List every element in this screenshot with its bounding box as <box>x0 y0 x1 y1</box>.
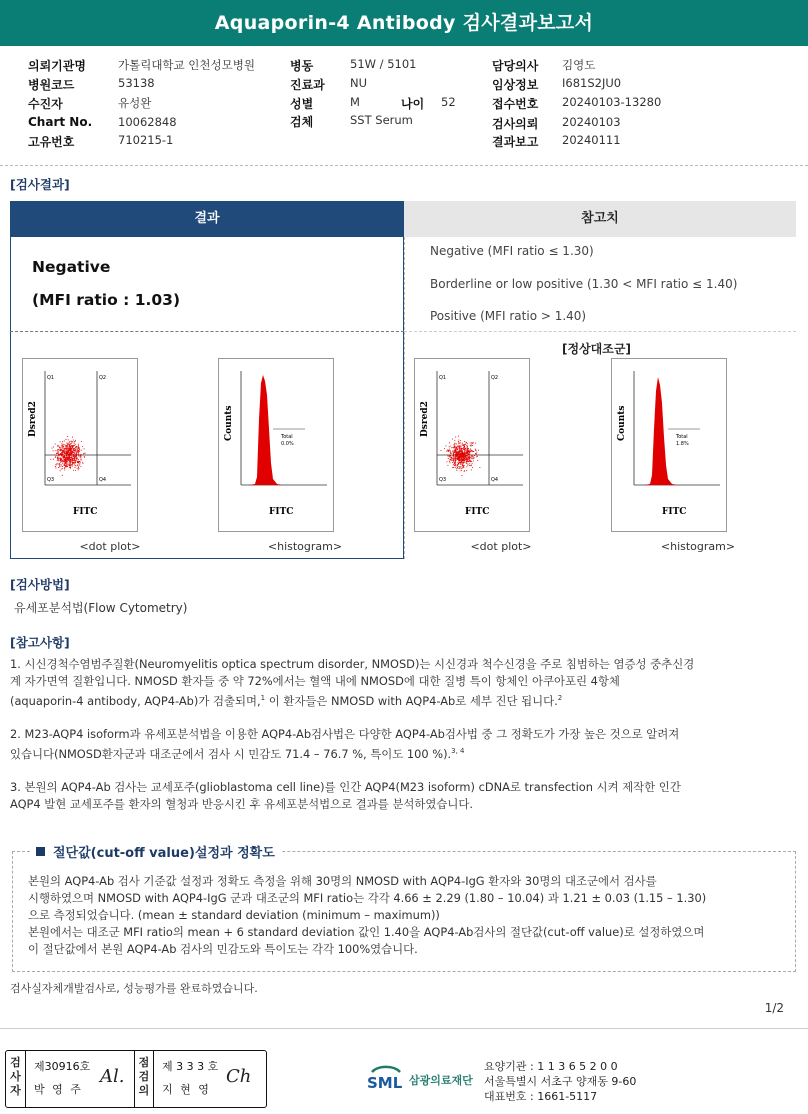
reference-positive: Positive (MFI ratio > 1.40) <box>430 309 587 323</box>
id-value: 710215-1 <box>118 133 174 147</box>
note-line <box>10 743 798 763</box>
x-axis-label: FITC <box>269 507 294 517</box>
doctor-value: 김영도 <box>562 58 596 72</box>
divider <box>404 237 405 559</box>
reviewer-license: 제 3 3 3 호 <box>162 1060 219 1073</box>
citation: 1 <box>260 694 266 702</box>
result-ratio: (MFI ratio : 1.03) <box>32 291 181 309</box>
org-name: 삼광의료재단 <box>409 1074 473 1087</box>
patient-info <box>0 54 808 154</box>
dept-value: NU <box>350 76 368 90</box>
control-group-label: [정상대조군] <box>562 342 631 356</box>
tester-license: 제30916호 <box>34 1060 91 1073</box>
quadrant-label: Q2 <box>491 375 499 381</box>
receipt-value: 20240103-13280 <box>562 95 662 109</box>
note-line: 계 자가면역 질환입니다. NMOSD 환자들 중 약 72%에서는 혈액 내에 NMOSD에 대한 질병 특이 항체인 아쿠아포린 4항체 <box>10 674 620 688</box>
histogram-caption: <histogram> <box>267 540 343 553</box>
note-text: 있습니다(NMOSD환자군과 대조군에서 검사 시 민감도 71.4 – 76.7 %, 특이도 100 %). <box>10 746 452 761</box>
note-line: 1. 시신경척수염범주질환(Neuromyelitis optica spectrum disorder, NMOSD)는 시신경과 척수신경을 주로 침범하는 염증성 중추신경 <box>10 657 695 671</box>
ward-label: 병동 <box>290 59 314 73</box>
report-date-label: 결과보고 <box>492 135 539 149</box>
histogram-peak <box>644 377 678 485</box>
quadrant-label: Q4 <box>99 477 107 483</box>
reference-header: 참고치 <box>404 201 796 237</box>
quadrant-label: Q2 <box>99 375 107 381</box>
method-section-title: [검사방법] <box>10 577 70 592</box>
org-code: 요양기관 : 1 1 3 6 5 2 0 0 <box>484 1060 618 1073</box>
result-section-title: [검사결과] <box>10 177 70 192</box>
note-line <box>10 690 798 710</box>
report-title: Aquaporin-4 Antibody 검사결과보고서 <box>0 0 808 46</box>
chart-label: Chart No. <box>28 115 93 129</box>
dot-cluster <box>441 436 481 476</box>
footnote: 검사실자체개발검사로, 성능평가를 완료하였습니다. <box>10 982 258 995</box>
dot-plot-caption: <dot plot> <box>470 540 532 553</box>
divider <box>0 1028 808 1029</box>
dept-label: 진료과 <box>290 78 325 92</box>
total-percent: 1.8% <box>676 441 689 447</box>
total-label: Total <box>676 434 688 440</box>
id-label: 고유번호 <box>28 135 75 149</box>
patient-dot-plot <box>22 358 138 532</box>
square-bullet-icon <box>36 847 45 856</box>
divider <box>404 331 796 332</box>
sex-value: M <box>350 95 360 109</box>
total-percent: 0.0% <box>281 441 294 447</box>
x-axis-label: FITC <box>73 507 98 517</box>
specimen-label: 검체 <box>290 115 314 129</box>
org-address: 서울특별시 서초구 양재동 9-60 <box>484 1075 637 1088</box>
citation: 2 <box>557 694 563 702</box>
control-dot-plot <box>414 358 530 532</box>
chart-value: 10062848 <box>118 115 177 129</box>
report-date-value: 20240111 <box>562 133 621 147</box>
cutoff-line: 이 절단값에서 본원 AQP4-Ab 검사의 민감도와 특이도는 각각 100%였습니다. <box>28 942 418 956</box>
reviewer-name: 지 현 영 <box>162 1083 211 1096</box>
note-line: 3. 본원의 AQP4-Ab 검사는 교세포주(glioblastoma cell line)를 인간 AQP4(M23 isoform) cDNA로 transfection 시켜 제작한 인간 <box>10 780 681 794</box>
request-label: 검사의뢰 <box>492 117 539 131</box>
y-axis-label: Dsred2 <box>28 401 38 437</box>
logo-text: SML <box>367 1074 403 1092</box>
tester-label-text: 검 사 자 <box>10 1056 21 1097</box>
patient-label: 수진자 <box>28 97 63 111</box>
result-value: Negative <box>32 258 111 276</box>
result-header: 결과 <box>10 201 404 237</box>
patient-histogram <box>218 358 334 532</box>
note-1 <box>10 656 798 710</box>
ward-value: 51W / 5101 <box>350 57 417 71</box>
cutoff-text <box>28 873 788 958</box>
note-3 <box>10 779 798 813</box>
sex-label: 성별 <box>290 97 314 111</box>
org-phone: 대표번호 : 1661-5117 <box>484 1090 598 1103</box>
reviewer-label-text: 점 검 의 <box>138 1056 150 1097</box>
divider <box>10 331 404 332</box>
tester-name: 박 영 주 <box>34 1083 83 1096</box>
reference-borderline: Borderline or low positive (1.30 < MFI ratio ≤ 1.40) <box>430 277 738 291</box>
cutoff-line: 본원의 AQP4-Ab 검사 기준값 설정과 정확도 측정을 위해 30명의 NMOSD with AQP4-IgG 환자와 30명의 대조군에서 검사를 <box>28 874 657 888</box>
x-axis-label: FITC <box>662 507 687 517</box>
quadrant-label: Q1 <box>47 375 55 381</box>
tester-label <box>6 1050 26 1108</box>
age-label: 나이 <box>401 97 425 111</box>
divider <box>0 165 808 166</box>
dot-plot-caption: <dot plot> <box>79 540 141 553</box>
histogram-peak <box>249 375 283 485</box>
note-2 <box>10 726 798 763</box>
y-axis-label: Dsred2 <box>420 401 430 437</box>
age-value: 52 <box>441 95 456 109</box>
note-line: AQP4 발현 교세포주를 환자의 혈청과 반응시킨 후 유세포분석법으로 결과를 분석하였습니다. <box>10 797 474 811</box>
institution-label: 의뢰기관명 <box>28 59 86 73</box>
note-text: (aquaporin-4 antibody, AQP4-Ab)가 검출되며, <box>10 693 261 708</box>
doctor-label: 담당의사 <box>492 59 539 73</box>
quadrant-label: Q3 <box>47 477 55 483</box>
reviewer-signature: Ch <box>226 1066 252 1087</box>
patient-value: 유성완 <box>118 96 152 110</box>
receipt-label: 접수번호 <box>492 97 539 111</box>
histogram-caption: <histogram> <box>660 540 736 553</box>
request-value: 20240103 <box>562 115 621 129</box>
clinical-value: I681S2JU0 <box>562 76 622 90</box>
tester-signature: Al. <box>100 1066 125 1087</box>
quadrant-label: Q3 <box>439 477 447 483</box>
reviewer-label <box>134 1050 154 1108</box>
sml-logo-icon <box>366 1058 406 1098</box>
cutoff-title-text: 절단값(cut-off value)설정과 정확도 <box>53 846 275 861</box>
cutoff-line: 시행하였으며 NMOSD with AQP4-IgG 군과 대조군의 MFI ratio는 각각 4.66 ± 2.29 (1.80 – 10.04) 과 1.21 ± 0.03 (1.15 – 1.30) <box>28 891 707 905</box>
cutoff-line: 으로 측정되었습니다. (mean ± standard deviation (minimum – maximum)) <box>28 908 440 922</box>
hospcode-value: 53138 <box>118 76 155 90</box>
total-label: Total <box>281 434 293 440</box>
y-axis-label: Counts <box>617 405 627 441</box>
reference-negative: Negative (MFI ratio ≤ 1.30) <box>430 244 594 258</box>
clinical-label: 임상정보 <box>492 78 539 92</box>
control-histogram <box>611 358 727 532</box>
quadrant-label: Q4 <box>491 477 499 483</box>
cutoff-title <box>30 842 281 861</box>
note-text: 이 환자들은 NMOSD with AQP4-Ab로 세부 진단 됩니다. <box>265 693 558 708</box>
notes-section-title: [참고사항] <box>10 635 70 650</box>
method-text: 유세포분석법(Flow Cytometry) <box>14 601 188 615</box>
quadrant-label: Q1 <box>439 375 447 381</box>
hospcode-label: 병원코드 <box>28 78 75 92</box>
page-number: 1/2 <box>764 1001 784 1015</box>
dot-cluster <box>50 436 85 476</box>
x-axis-label: FITC <box>465 507 490 517</box>
y-axis-label: Counts <box>224 405 234 441</box>
specimen-value: SST Serum <box>350 113 413 127</box>
citation: 3, 4 <box>451 747 465 755</box>
note-line: 2. M23-AQP4 isoform과 유세포분석법을 이용한 AQP4-Ab검사법은 다양한 AQP4-Ab검사법 중 그 정확도가 가장 높은 것으로 알려져 <box>10 727 680 741</box>
institution-value: 가톨릭대학교 인천성모병원 <box>118 58 255 72</box>
cutoff-line: 본원에서는 대조군 MFI ratio의 mean + 6 standard deviation 값인 1.40을 AQP4-Ab검사의 절단값(cut-off value)로 설정하였으며 <box>28 925 705 939</box>
